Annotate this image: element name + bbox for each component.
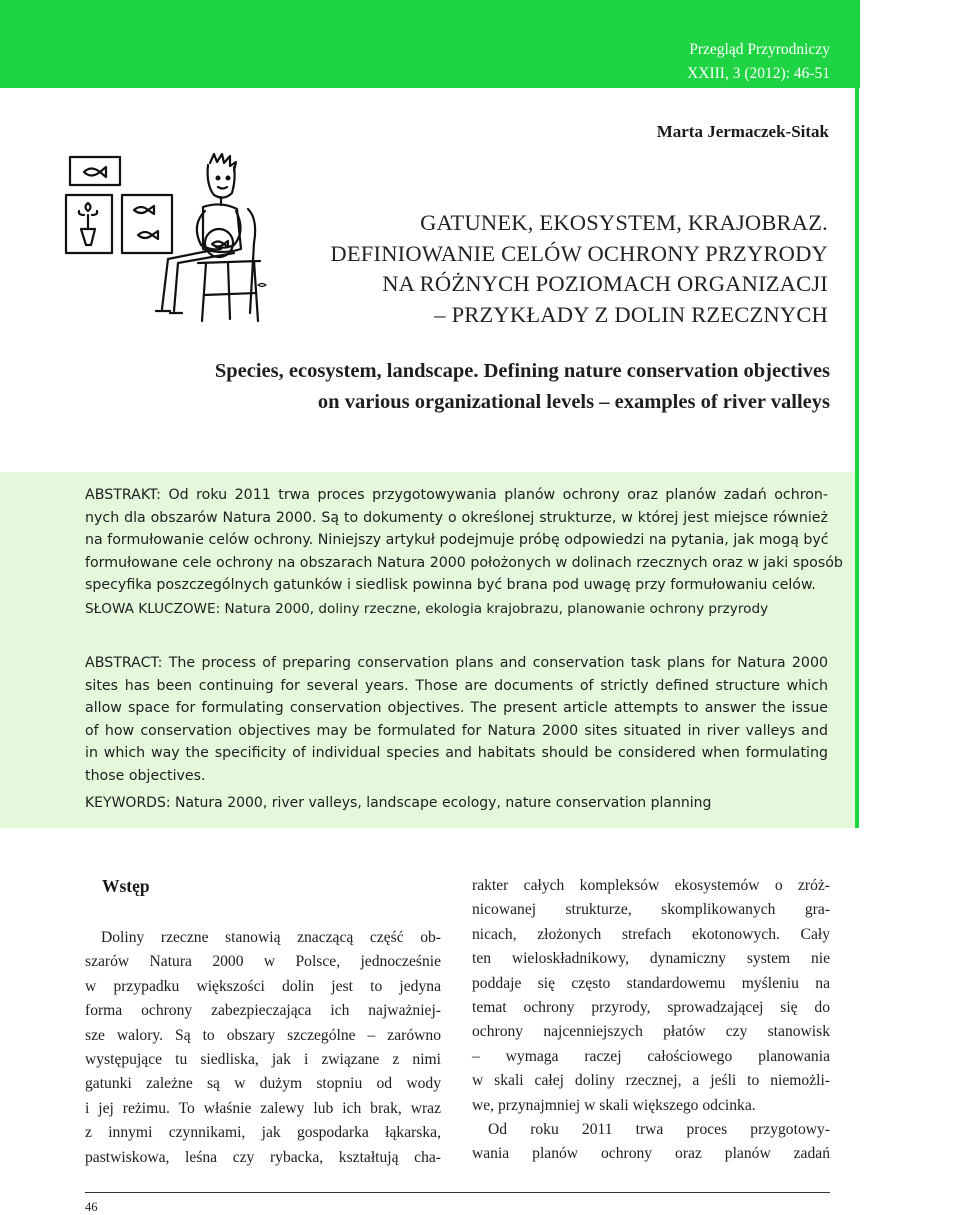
abstract-english (85, 652, 828, 787)
body-column-right (472, 874, 830, 1167)
abstract-line: sites has been continuing for several years. Those are documents of strictly defined structure which (85, 677, 828, 694)
footer-rule (85, 1192, 830, 1193)
keywords-english: KEYWORDS: Natura 2000, river valleys, landscape ecology, nature conservation planning (85, 795, 712, 811)
abstract-line: in which way the specificity of individual species and habitats should be considered when formulating (85, 745, 828, 761)
body-line: ochrony najcenniejszych płatów czy stanowisk (472, 1023, 830, 1041)
body-line: nicach, złożonych strefach ekotonowych. Cały (472, 925, 830, 943)
title-polish (228, 208, 828, 330)
abstract-line: nych dla obszarów Natura 2000. Są to dokumenty o określonej strukturze, w której jest miejsce również (85, 509, 828, 526)
body-line: – wymaga raczej całościowego planowania (472, 1047, 830, 1065)
body-line: z innymi czynnikami, jak gospodarka łąkarska, (85, 1124, 441, 1142)
body-line: ten wieloskładnikowy, dynamiczny system nie (472, 950, 830, 968)
abstract-line: na formułowanie celów ochrony. Niniejszy artykuł podejmuje próbę odpowiedzi na pytania, jak mogą być (85, 532, 829, 548)
journal-name: Przegląd Przyrodniczy (689, 41, 830, 58)
body-line: poddaje się często standardowemu myśleniu na (472, 974, 830, 992)
body-line: wania planów ochrony oraz planów zadań (472, 1145, 830, 1163)
title-line: on various organizational levels – examples of river valleys (317, 391, 830, 413)
title-line: – PRZYKŁADY Z DOLIN RZECZNYCH (434, 301, 828, 327)
page-number: 46 (85, 1200, 98, 1214)
abstract-line: ABSTRACT: The process of preparing conservation plans and conservation task plans for Natura 2000 (85, 655, 828, 671)
body-line: forma ochrony zabezpieczająca ich najważniej- (85, 1002, 441, 1020)
body-line: Od roku 2011 trwa proces przygotowy- (488, 1121, 830, 1139)
body-line: we, przynajmniej w skali większego odcinka. (472, 1096, 756, 1114)
body-line: rakter całych kompleksów ekosystemów o zróż- (472, 877, 830, 894)
body-line: w przypadku większości dolin jest to jedyna (85, 977, 441, 995)
body-line: sze walory. Są to obszary szczególne – zarówno (85, 1026, 441, 1044)
journal-issue: XXIII, 3 (2012): 46-51 (687, 65, 830, 82)
body-line: gatunki zależne są w dużym stopniu od wody (85, 1075, 441, 1093)
abstract-line: specyfika poszczególnych gatunków i siedlisk powinna być brana pod uwagę przy formułowaniu celów. (85, 577, 816, 593)
abstract-polish (85, 484, 843, 597)
body-line: temat ochrony przyrody, sprowadzającej się do (472, 999, 830, 1017)
journal-info (430, 38, 830, 86)
title-line: GATUNEK, EKOSYSTEM, KRAJOBRAZ. (420, 210, 828, 235)
body-line: w skali całej doliny rzecznej, a jeśli to niemożli- (472, 1072, 830, 1090)
author-name: Marta Jermaczek-Sitak (656, 122, 829, 141)
body-line: nicowanej strukturze, skomplikowanych gra- (472, 901, 830, 919)
title-line: Species, ecosystem, landscape. Defining nature conservation objectives (214, 360, 830, 382)
section-heading: Wstęp (102, 876, 150, 896)
body-column-left (85, 926, 441, 1170)
abstract-line: of how conservation objectives may be formulated for Natura 2000 sites situated in river valleys and (85, 722, 828, 739)
keywords-polish: SŁOWA KLUCZOWE: Natura 2000, doliny rzeczne, ekologia krajobrazu, planowanie ochrony przyrody (85, 601, 769, 617)
body-line: występujące tu siedliska, jak i związane z nimi (85, 1051, 441, 1069)
body-line: i jej reżimu. To właśnie zalewy lub ich brak, wraz (85, 1099, 441, 1117)
title-line: NA RÓŻNYCH POZIOMACH ORGANIZACJI (382, 271, 828, 296)
title-english (110, 356, 830, 418)
abstract-line: those objectives. (85, 767, 206, 784)
margin-rule (855, 88, 859, 828)
body-line: Doliny rzeczne stanowią znaczącą część ob- (101, 929, 441, 946)
title-line: DEFINIOWANIE CELÓW OCHRONY PRZYRODY (330, 240, 828, 266)
abstract-line: formułowane cele ochrony na obszarach Natura 2000 położonych w dolinach rzecznych oraz w jaki sposób (85, 554, 843, 571)
body-line: szarów Natura 2000 w Polsce, jednocześnie (85, 953, 441, 971)
abstract-line: allow space for formulating conservation objectives. The present article attempts to answer the issue (85, 700, 828, 716)
abstract-line: ABSTRAKT: Od roku 2011 trwa proces przygotowywania planów ochrony oraz planów zadań ochron- (85, 487, 828, 503)
body-line: pastwiskowa, leśna czy rybacka, kształtują cha- (85, 1148, 441, 1166)
